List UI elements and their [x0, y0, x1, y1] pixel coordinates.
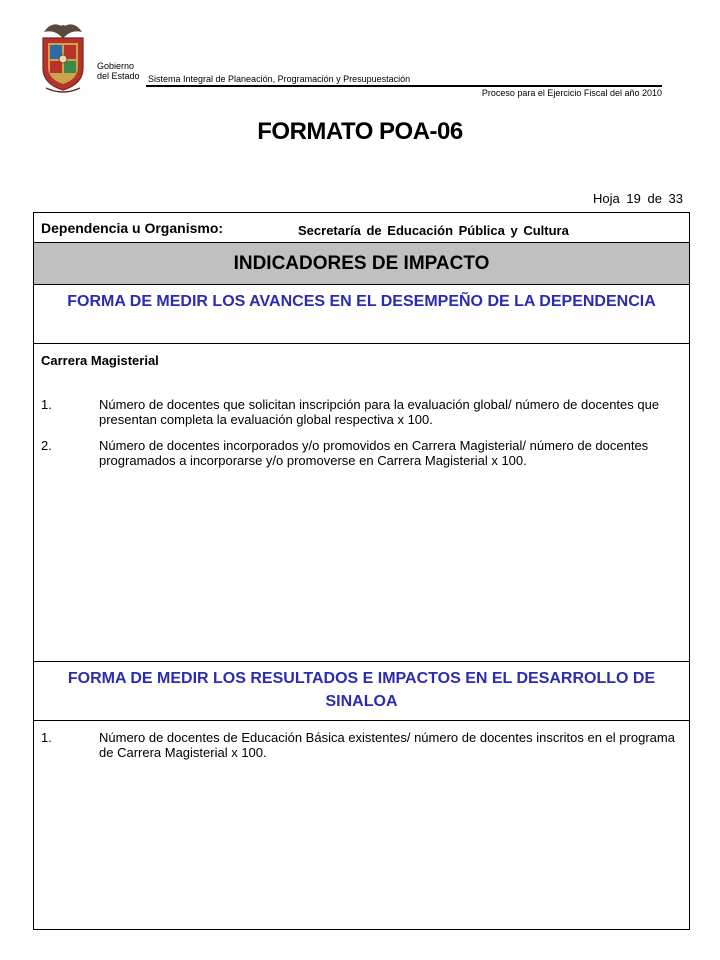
list-item-text: Número de docentes incorporados y/o promovidos en Carrera Magisterial/ número de docentes programados a incorporarse y/o promoverse en Carrera Magisterial x 100. — [99, 438, 649, 468]
forma-resultados-heading: FORMA DE MEDIR LOS RESULTADOS E IMPACTOS EN EL DESARROLLO DE SINALOA — [34, 662, 689, 721]
dependencia-value: Secretaría de Educación Pública y Cultura — [298, 223, 569, 238]
avances-content — [34, 344, 689, 662]
gobierno-line1: Gobierno — [97, 61, 135, 71]
header-divider — [146, 85, 662, 87]
dependencia-label: Dependencia u Organismo: — [41, 220, 224, 236]
list-item-text: Número de docentes de Educación Básica existentes/ número de docentes inscritos en el programa de Carrera Magisterial x 100. — [99, 730, 675, 760]
sistema-label: Sistema Integral de Planeación, Programación y Presupuestación — [148, 74, 411, 84]
list-item-text: Número de docentes que solicitan inscripción para la evaluación global/ número de docentes que presentan completa la evaluación global respectiva x 100. — [99, 397, 660, 427]
format-table — [33, 212, 690, 930]
page-number: Hoja 19 de 33 — [593, 191, 683, 206]
state-coat-of-arms-icon — [38, 18, 88, 96]
dependencia-row — [34, 213, 689, 243]
section-title: INDICADORES DE IMPACTO — [34, 243, 689, 285]
list-item-number: 1. — [41, 397, 52, 412]
list-item-number: 2. — [41, 438, 52, 453]
resultados-content — [34, 721, 689, 929]
carrera-magisterial-label: Carrera Magisterial — [41, 353, 159, 368]
gobierno-label — [97, 61, 140, 81]
gobierno-line2: del Estado — [97, 71, 140, 81]
proceso-label: Proceso para el Ejercicio Fiscal del año 2010 — [481, 88, 662, 98]
forma-avances-heading: FORMA DE MEDIR LOS AVANCES EN EL DESEMPEÑO DE LA DEPENDENCIA — [34, 285, 689, 344]
list-item-number: 1. — [41, 730, 52, 745]
page-title: FORMATO POA-06 — [257, 118, 463, 145]
